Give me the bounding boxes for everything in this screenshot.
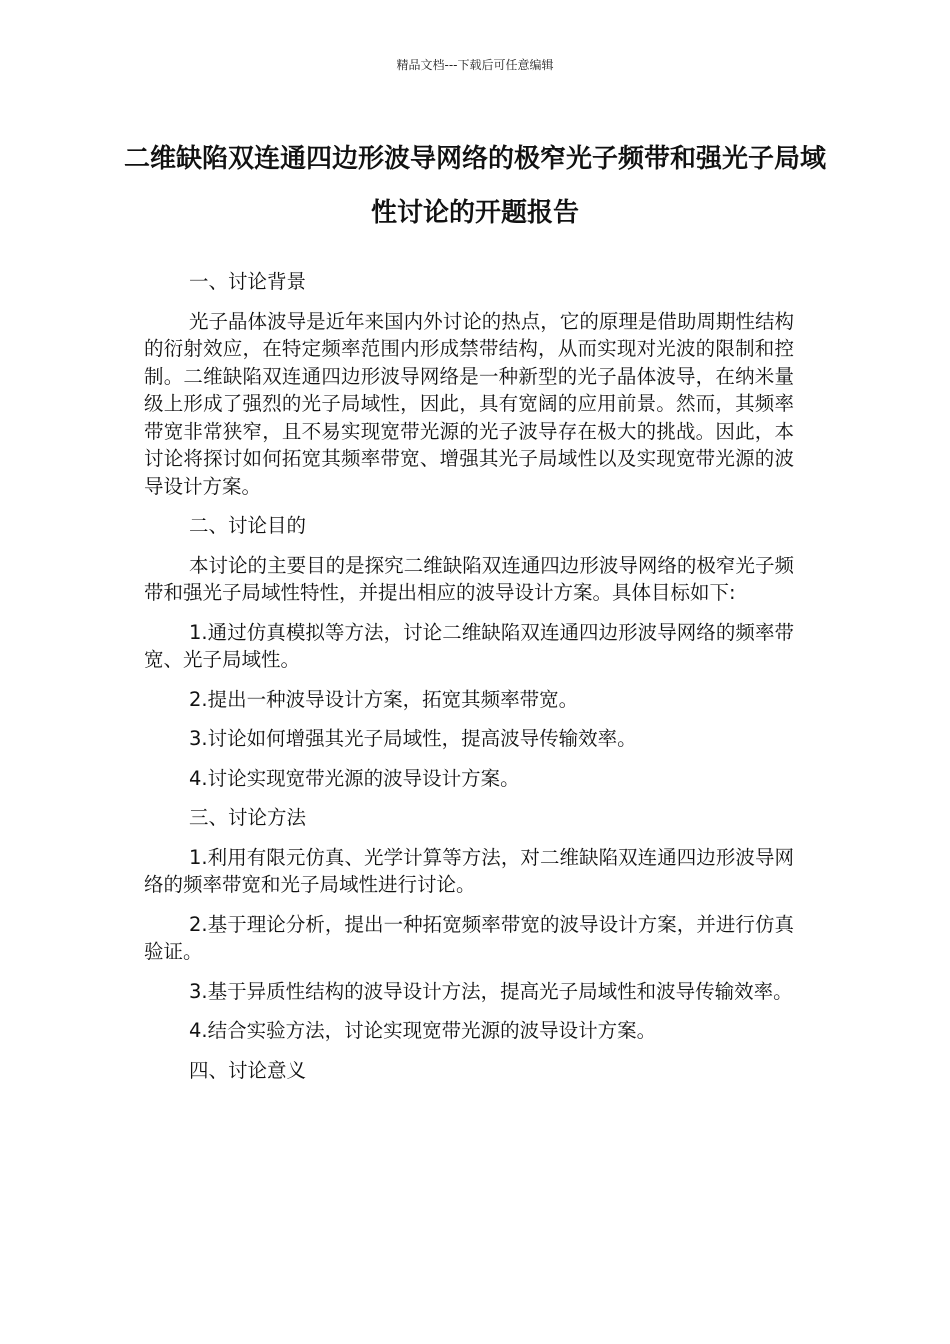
page-header-note: 精品文档---下载后可任意编辑 — [396, 58, 554, 72]
list-item-goal-4: 4.讨论实现宽带光源的波导设计方案。 — [189, 766, 520, 790]
list-item-method-1: 1.利用有限元仿真、光学计算等方法，对二维缺陷双连通四边形波导网络的频率带宽和光子局域性进行讨论。 — [144, 845, 794, 896]
paragraph-background: 光子晶体波导是近年来国内外讨论的热点，它的原理是借助周期性结构的衍射效应，在特定频率范围内形成禁带结构，从而实现对光波的限制和控制。二维缺陷双连通四边形波导网络是一种新型的光子晶体波导，在纳米量级上形成了强烈的光子局域性，因此，具有宽阔的应用前景。然而，其频率带宽非常狭窄，且不易实现宽带光源的光子波导存在极大的挑战。因此，本讨论将探讨如何拓宽其频率带宽、增强其光子局域性以及实现宽带光源的波导设计方案。 — [144, 309, 794, 498]
section-heading-significance: 四、讨论意义 — [189, 1058, 307, 1082]
list-item-method-2: 2.基于理论分析，提出一种拓宽频率带宽的波导设计方案，并进行仿真验证。 — [144, 912, 794, 963]
paragraph-purpose: 本讨论的主要目的是探究二维缺陷双连通四边形波导网络的极窄光子频带和强光子局域性特性，并提出相应的波导设计方案。具体目标如下: — [144, 553, 794, 604]
list-item-method-4: 4.结合实验方法，讨论实现宽带光源的波导设计方案。 — [189, 1019, 657, 1042]
document-title: 二维缺陷双连通四边形波导网络的极窄光子频带和强光子局域性讨论的开题报告 — [123, 144, 826, 228]
list-item-goal-2: 2.提出一种波导设计方案，拓宽其频率带宽。 — [189, 687, 579, 711]
section-heading-method: 三、讨论方法 — [189, 806, 307, 829]
list-item-method-3: 3.基于异质性结构的波导设计方法，提高光子局域性和波导传输效率。 — [189, 979, 793, 1003]
list-item-goal-3: 3.讨论如何增强其光子局域性，提高波导传输效率。 — [189, 727, 637, 750]
document-body — [144, 268, 794, 1096]
section-heading-purpose: 二、讨论目的 — [189, 514, 307, 537]
list-item-goal-1: 1.通过仿真模拟等方法，讨论二维缺陷双连通四边形波导网络的频率带宽、光子局域性。 — [144, 620, 794, 671]
section-heading-background: 一、讨论背景 — [189, 270, 307, 293]
